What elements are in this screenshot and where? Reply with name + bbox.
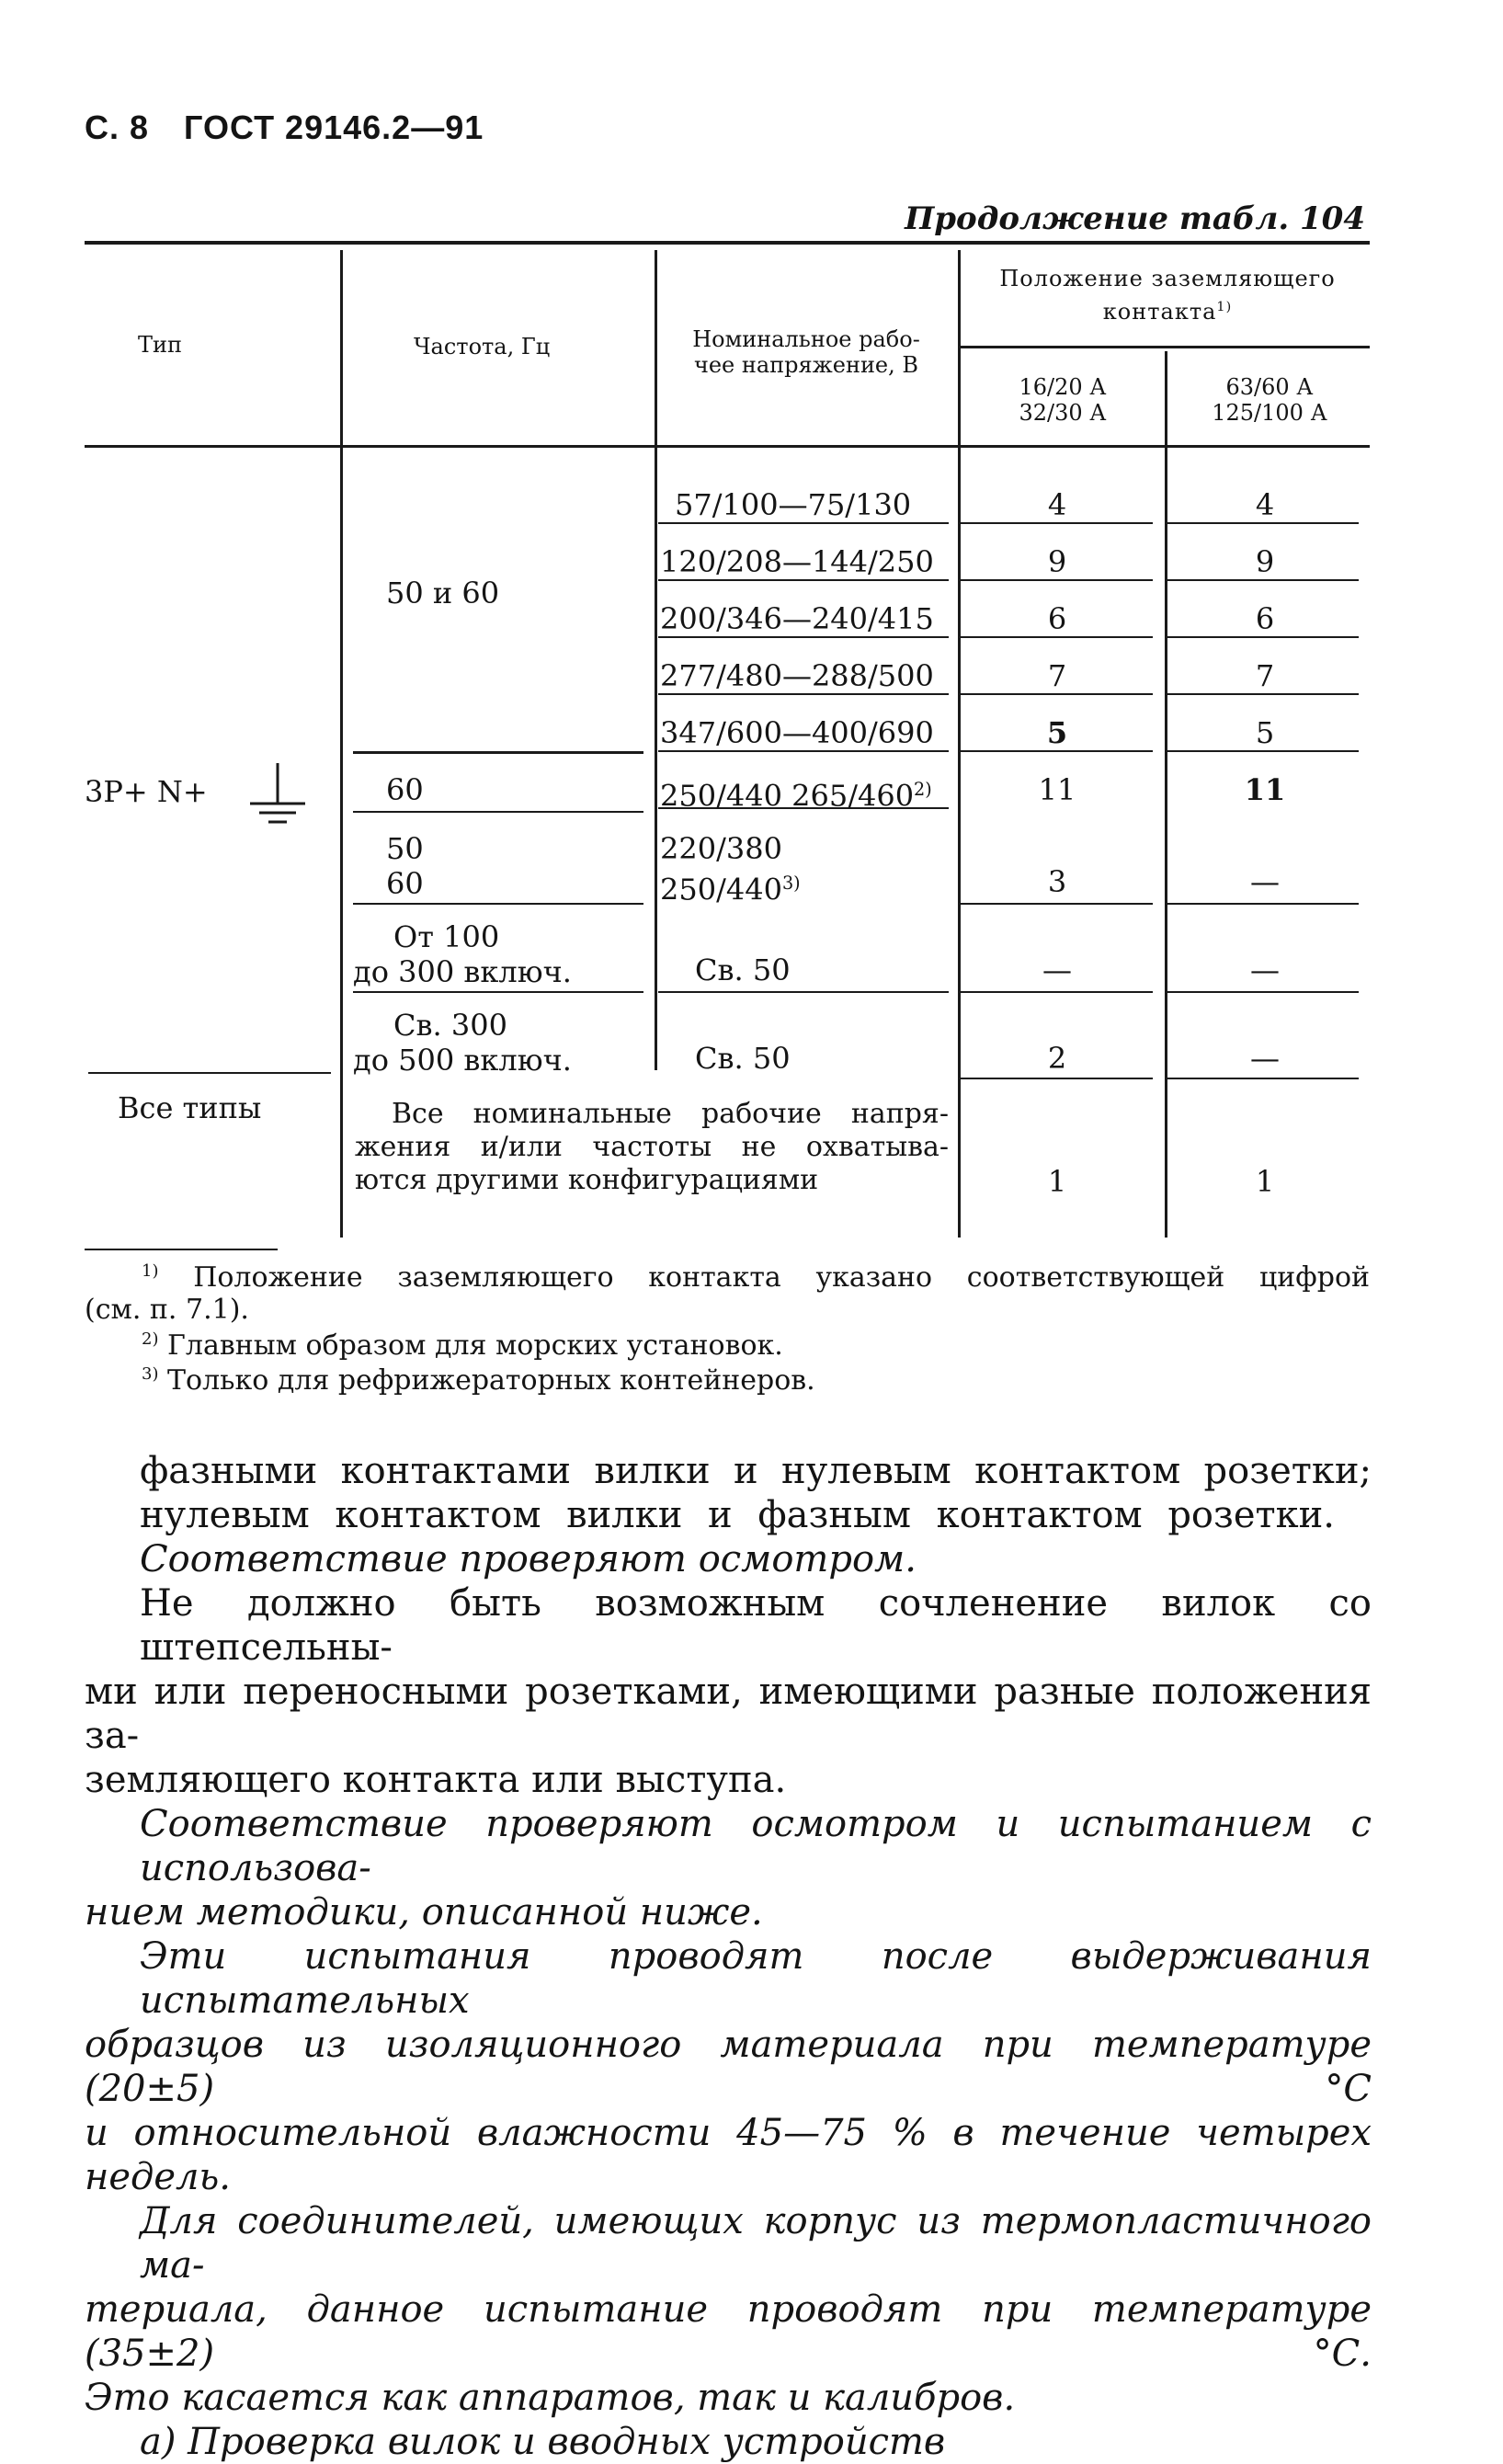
body-p8: а) Проверка вилок и вводных устройств — [140, 2421, 946, 2463]
all-configurations-text — [355, 1098, 949, 1197]
page-number: С. 8 — [85, 108, 150, 146]
voltage-220-380: 220/380 — [660, 831, 782, 866]
body-p4-line2: ми или переносными розетками, имеющими разные положения за- — [85, 1671, 1372, 1757]
rule-b-r3 — [1167, 636, 1359, 638]
voltage-row5060 — [660, 831, 801, 907]
header-position-line2: контакта — [1102, 298, 1217, 325]
voltage-r2: 120/208—144/250 — [660, 544, 934, 579]
header-type: Тип — [138, 332, 182, 358]
rule-a-r5 — [958, 750, 1153, 752]
freq-60b: 60 — [386, 866, 424, 901]
body-p7-line3: Это касается как аппаратов, так и калибров. — [85, 2377, 1016, 2419]
body-p6-line2: образцов из изоляционного материала при температуре (20±5) °С — [85, 2024, 1372, 2110]
table-top-border — [85, 241, 1370, 245]
body-p6-line3: и относительной влажности 45—75 % в течение четырех недель. — [85, 2112, 1372, 2198]
col-divider-2 — [655, 250, 657, 1070]
footnote-1-mark: 1) — [142, 1261, 159, 1281]
voltage-r1: 57/100—75/130 — [675, 487, 912, 522]
pos-a-r4: 7 — [1047, 658, 1067, 693]
all-config-line3: ются другими конфигурациями — [355, 1164, 819, 1196]
pos-a-all: 1 — [1047, 1164, 1067, 1199]
pos-b-row100: — — [1250, 953, 1280, 987]
header-col-b — [1169, 375, 1370, 426]
rule-a-r2 — [958, 579, 1153, 581]
footnote-3-mark: 3) — [142, 1364, 159, 1384]
freq-300-line2: до 500 включ. — [353, 1043, 572, 1078]
pos-b-all: 1 — [1255, 1164, 1275, 1199]
body-p5-line2: нием методики, описанной ниже. — [85, 1891, 763, 1934]
col-divider-4 — [1165, 351, 1167, 1238]
voltage-row60-sup: 2) — [914, 779, 932, 800]
freq-5060-bottom — [353, 903, 643, 905]
footnote-1-line1 — [85, 1261, 1370, 1294]
rule-b-r1 — [1167, 522, 1359, 524]
footnote-1-line2: (см. п. 7.1). — [85, 1294, 249, 1326]
pos-a-row300: 2 — [1047, 1041, 1067, 1076]
voltage-row100-bottom — [658, 991, 949, 993]
voltage-250-440-wrap — [660, 866, 801, 907]
voltage-250-440: 250/440 — [660, 872, 782, 907]
body-p6-line1: Эти испытания проводят после выдерживания испытательных — [140, 1935, 1372, 2022]
pos-b-row60: 11 — [1244, 772, 1286, 807]
voltage-r5: 347/600—400/690 — [660, 715, 934, 750]
pos-a-r3: 6 — [1047, 601, 1067, 636]
gost-number: ГОСТ 29146.2—91 — [184, 108, 484, 146]
pos-a-r5: 5 — [1046, 715, 1068, 750]
freq-60: 60 — [386, 772, 424, 807]
freq-100-bottom — [353, 991, 643, 993]
type-3p-label: 3P+ N+ — [85, 774, 208, 809]
rule-v-r1 — [658, 522, 949, 524]
col-divider-3 — [958, 250, 961, 1238]
body-p4-line1: Не должно быть возможным сочленение вилок со штепсельны- — [140, 1582, 1372, 1669]
header-col-a-line2: 32/30 А — [1019, 399, 1107, 426]
rule-v-r2 — [658, 579, 949, 581]
col-divider-1 — [340, 250, 343, 1238]
freq-100-line1: От 100 — [393, 919, 500, 954]
rule-v-r5 — [658, 750, 949, 752]
freq-50-60-bottom — [353, 751, 643, 754]
voltage-r3: 200/346—240/415 — [660, 601, 934, 636]
earth-ground-icon — [241, 756, 314, 838]
header-col-b-line1: 63/60 А — [1225, 374, 1314, 400]
rule-v-r4 — [658, 693, 949, 695]
footnote-3-text: Только для рефрижераторных контейнеров. — [167, 1364, 815, 1397]
freq-100-line2: до 300 включ. — [353, 954, 572, 989]
footnote-1-text: Положение заземляющего контакта указано соответствующей цифрой — [193, 1261, 1370, 1294]
header-voltage — [664, 327, 949, 378]
voltage-row100: Св. 50 — [695, 953, 791, 987]
freq-50-60-split — [386, 831, 424, 901]
all-config-line1 — [355, 1098, 949, 1131]
header-col-a-line1: 16/20 А — [1019, 374, 1107, 400]
voltage-250-440-sup: 3) — [781, 873, 801, 894]
body-p3: Соответствие проверяют осмотром. — [140, 1538, 917, 1580]
pos-a-r1: 4 — [1047, 487, 1067, 522]
body-p7-line2: териала, данное испытание проводят при температуре (35±2) °С. — [85, 2288, 1372, 2375]
rule-v-r3 — [658, 636, 949, 638]
pos-b-r4: 7 — [1255, 658, 1275, 693]
pos-b-row300: — — [1250, 1041, 1280, 1076]
rule-b-row5060 — [1167, 903, 1359, 905]
rule-a-r1 — [958, 522, 1153, 524]
type-3p-n-earth — [85, 774, 208, 809]
pos-b-r2: 9 — [1255, 544, 1275, 579]
freq-300-line1: Св. 300 — [393, 1008, 507, 1043]
header-position-line1: Положение заземляющего — [999, 266, 1336, 291]
header-col-b-line2: 125/100 А — [1212, 399, 1327, 426]
footnote-separator — [85, 1249, 278, 1250]
pos-b-r1: 4 — [1255, 487, 1275, 522]
rule-b-r2 — [1167, 579, 1359, 581]
header-voltage-line1: Номинальное рабо- — [692, 326, 920, 352]
all-config-line2: жения и/или частоты не охватыва- — [355, 1131, 949, 1163]
rule-a-r3 — [958, 636, 1153, 638]
header-voltage-line2: чее напряжение, В — [693, 351, 919, 378]
header-position-line2-wrap — [965, 300, 1370, 325]
rule-a-row300 — [958, 1078, 1153, 1079]
body-p4-line3: земляющего контакта или выступа. — [85, 1759, 787, 1801]
body-p7-line1: Для соединителей, имеющих корпус из термопластичного ма- — [140, 2200, 1372, 2287]
rule-b-r4 — [1167, 693, 1359, 695]
pos-a-row5060: 3 — [1047, 864, 1067, 899]
footnote-3 — [142, 1364, 815, 1397]
header-bottom-border — [85, 445, 1370, 448]
position-header-divider — [961, 346, 1370, 348]
freq-60-bottom — [353, 811, 643, 813]
body-p5-line1: Соответствие проверяют осмотром и испытанием с использова- — [140, 1803, 1372, 1889]
freq-50: 50 — [386, 831, 424, 866]
pos-a-row60: 11 — [1038, 772, 1076, 807]
pos-b-r3: 6 — [1255, 601, 1275, 636]
rule-b-row100 — [1167, 991, 1359, 993]
table-continuation-caption: Продолжение табл. 104 — [905, 200, 1365, 237]
footnote-1 — [85, 1261, 1370, 1326]
rule-a-r4 — [958, 693, 1153, 695]
pos-a-row100: — — [1042, 953, 1072, 987]
header-col-a — [963, 375, 1162, 426]
rule-a-row5060 — [958, 903, 1153, 905]
body-p2: нулевым контактом вилки и фазным контактом розетки. — [140, 1494, 1335, 1536]
all-config-line1b: рабочие напря- — [701, 1098, 949, 1130]
pos-b-r5: 5 — [1255, 715, 1275, 750]
header-position — [965, 267, 1370, 325]
freq-50-60: 50 и 60 — [386, 576, 500, 610]
pos-a-r2: 9 — [1047, 544, 1067, 579]
page-header — [85, 108, 484, 147]
type-all: Все типы — [118, 1090, 262, 1125]
type-cell-bottom — [88, 1072, 331, 1074]
voltage-row60-text: 250/440 265/460 — [660, 778, 915, 814]
voltage-r4: 277/480—288/500 — [660, 658, 934, 693]
header-position-sup: 1) — [1216, 299, 1233, 314]
header-frequency: Частота, Гц — [414, 334, 551, 359]
body-text — [85, 1449, 1372, 2464]
rule-b-row300 — [1167, 1078, 1359, 1079]
body-p1: фазными контактами вилки и нулевым контактом розетки; — [140, 1450, 1372, 1492]
voltage-row300: Св. 50 — [695, 1041, 791, 1076]
rule-a-row100 — [958, 991, 1153, 993]
voltage-row60 — [660, 772, 932, 814]
pos-b-row5060: — — [1250, 864, 1280, 899]
footnote-2-text: Главным образом для морских установок. — [167, 1329, 783, 1362]
footnote-2 — [142, 1329, 783, 1362]
rule-b-r5 — [1167, 750, 1359, 752]
freq-100-300 — [353, 919, 572, 989]
footnote-2-mark: 2) — [142, 1329, 159, 1349]
all-config-line1a: Все номинальные — [392, 1098, 672, 1130]
freq-300-500 — [353, 1008, 572, 1078]
